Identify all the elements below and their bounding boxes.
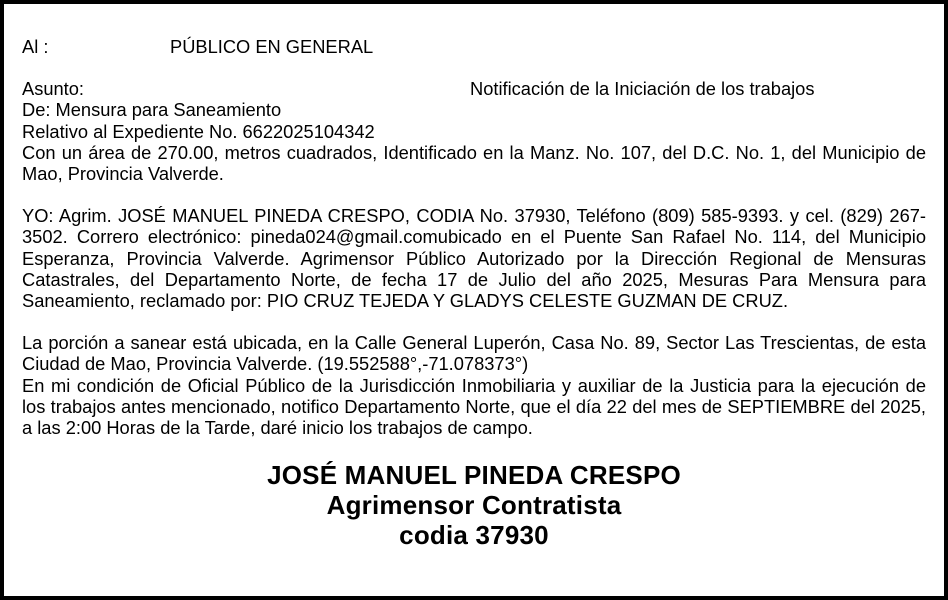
spacer (22, 57, 926, 78)
subject-row (22, 78, 926, 99)
addressee-value: PÚBLICO EN GENERAL (170, 36, 374, 57)
signature-name: JOSÉ MANUEL PINEDA CRESPO (267, 460, 681, 491)
addressee-row (22, 36, 926, 57)
subject-value: Notificación de la Iniciación de los trabajos (470, 78, 815, 100)
survey-type-line: De: Mensura para Saneamiento (22, 99, 282, 121)
file-number-line: Relativo al Expediente No. 6622025104342 (22, 120, 375, 142)
subject-label: Asunto: (22, 78, 84, 100)
signature-title: Agrimensor Contratista (326, 490, 622, 521)
spacer (22, 311, 926, 332)
signature-codia: codia 37930 (399, 520, 549, 551)
location-paragraph: La porción a sanear está ubicada, en la Calle General Luperón, Casa No. 89, Sector Las Trescientas, de esta Ciudad de Mao, Provincia Valverde. (19.552588°,-71.078373°) (22, 332, 926, 375)
addressee-label: Al : (22, 36, 49, 57)
surveyor-paragraph: YO: Agrim. JOSÉ MANUEL PINEDA CRESPO, CODIA No. 37930, Teléfono (809) 585-9393. y cel. (829) 267-3502. Correro electrónico: pineda024@gmail.comubicado en el Puente San Rafael No. 114, del Municipio Esperanza, Provincia Valverde. Agrimensor Público Autorizado por la Dirección Regional de Mensuras Catastrales, del Departamento Norte, de fecha 17 de Julio del año 2025, Mesuras Para Mensura para Saneamiento, reclamado por: PIO CRUZ TEJEDA Y GLADYS CELESTE GUZMAN DE CRUZ. (22, 205, 926, 312)
spacer (22, 184, 926, 205)
area-description: Con un área de 270.00, metros cuadrados, Identificado en la Manz. No. 107, del D.C. No. 1, del Municipio de Mao, Provincia Valverde. (22, 141, 926, 185)
signature-block (22, 460, 926, 550)
notification-paragraph: En mi condición de Oficial Público de la Jurisdicción Inmobiliaria y auxiliar de la Justicia para la ejecución de los trabajos antes mencionado, notifico Departamento Norte, que el día 22 del mes de SEPTIEMBRE del 2025, a las 2:00 Horas de la Tarde, daré inicio los trabajos de campo. (22, 374, 926, 439)
